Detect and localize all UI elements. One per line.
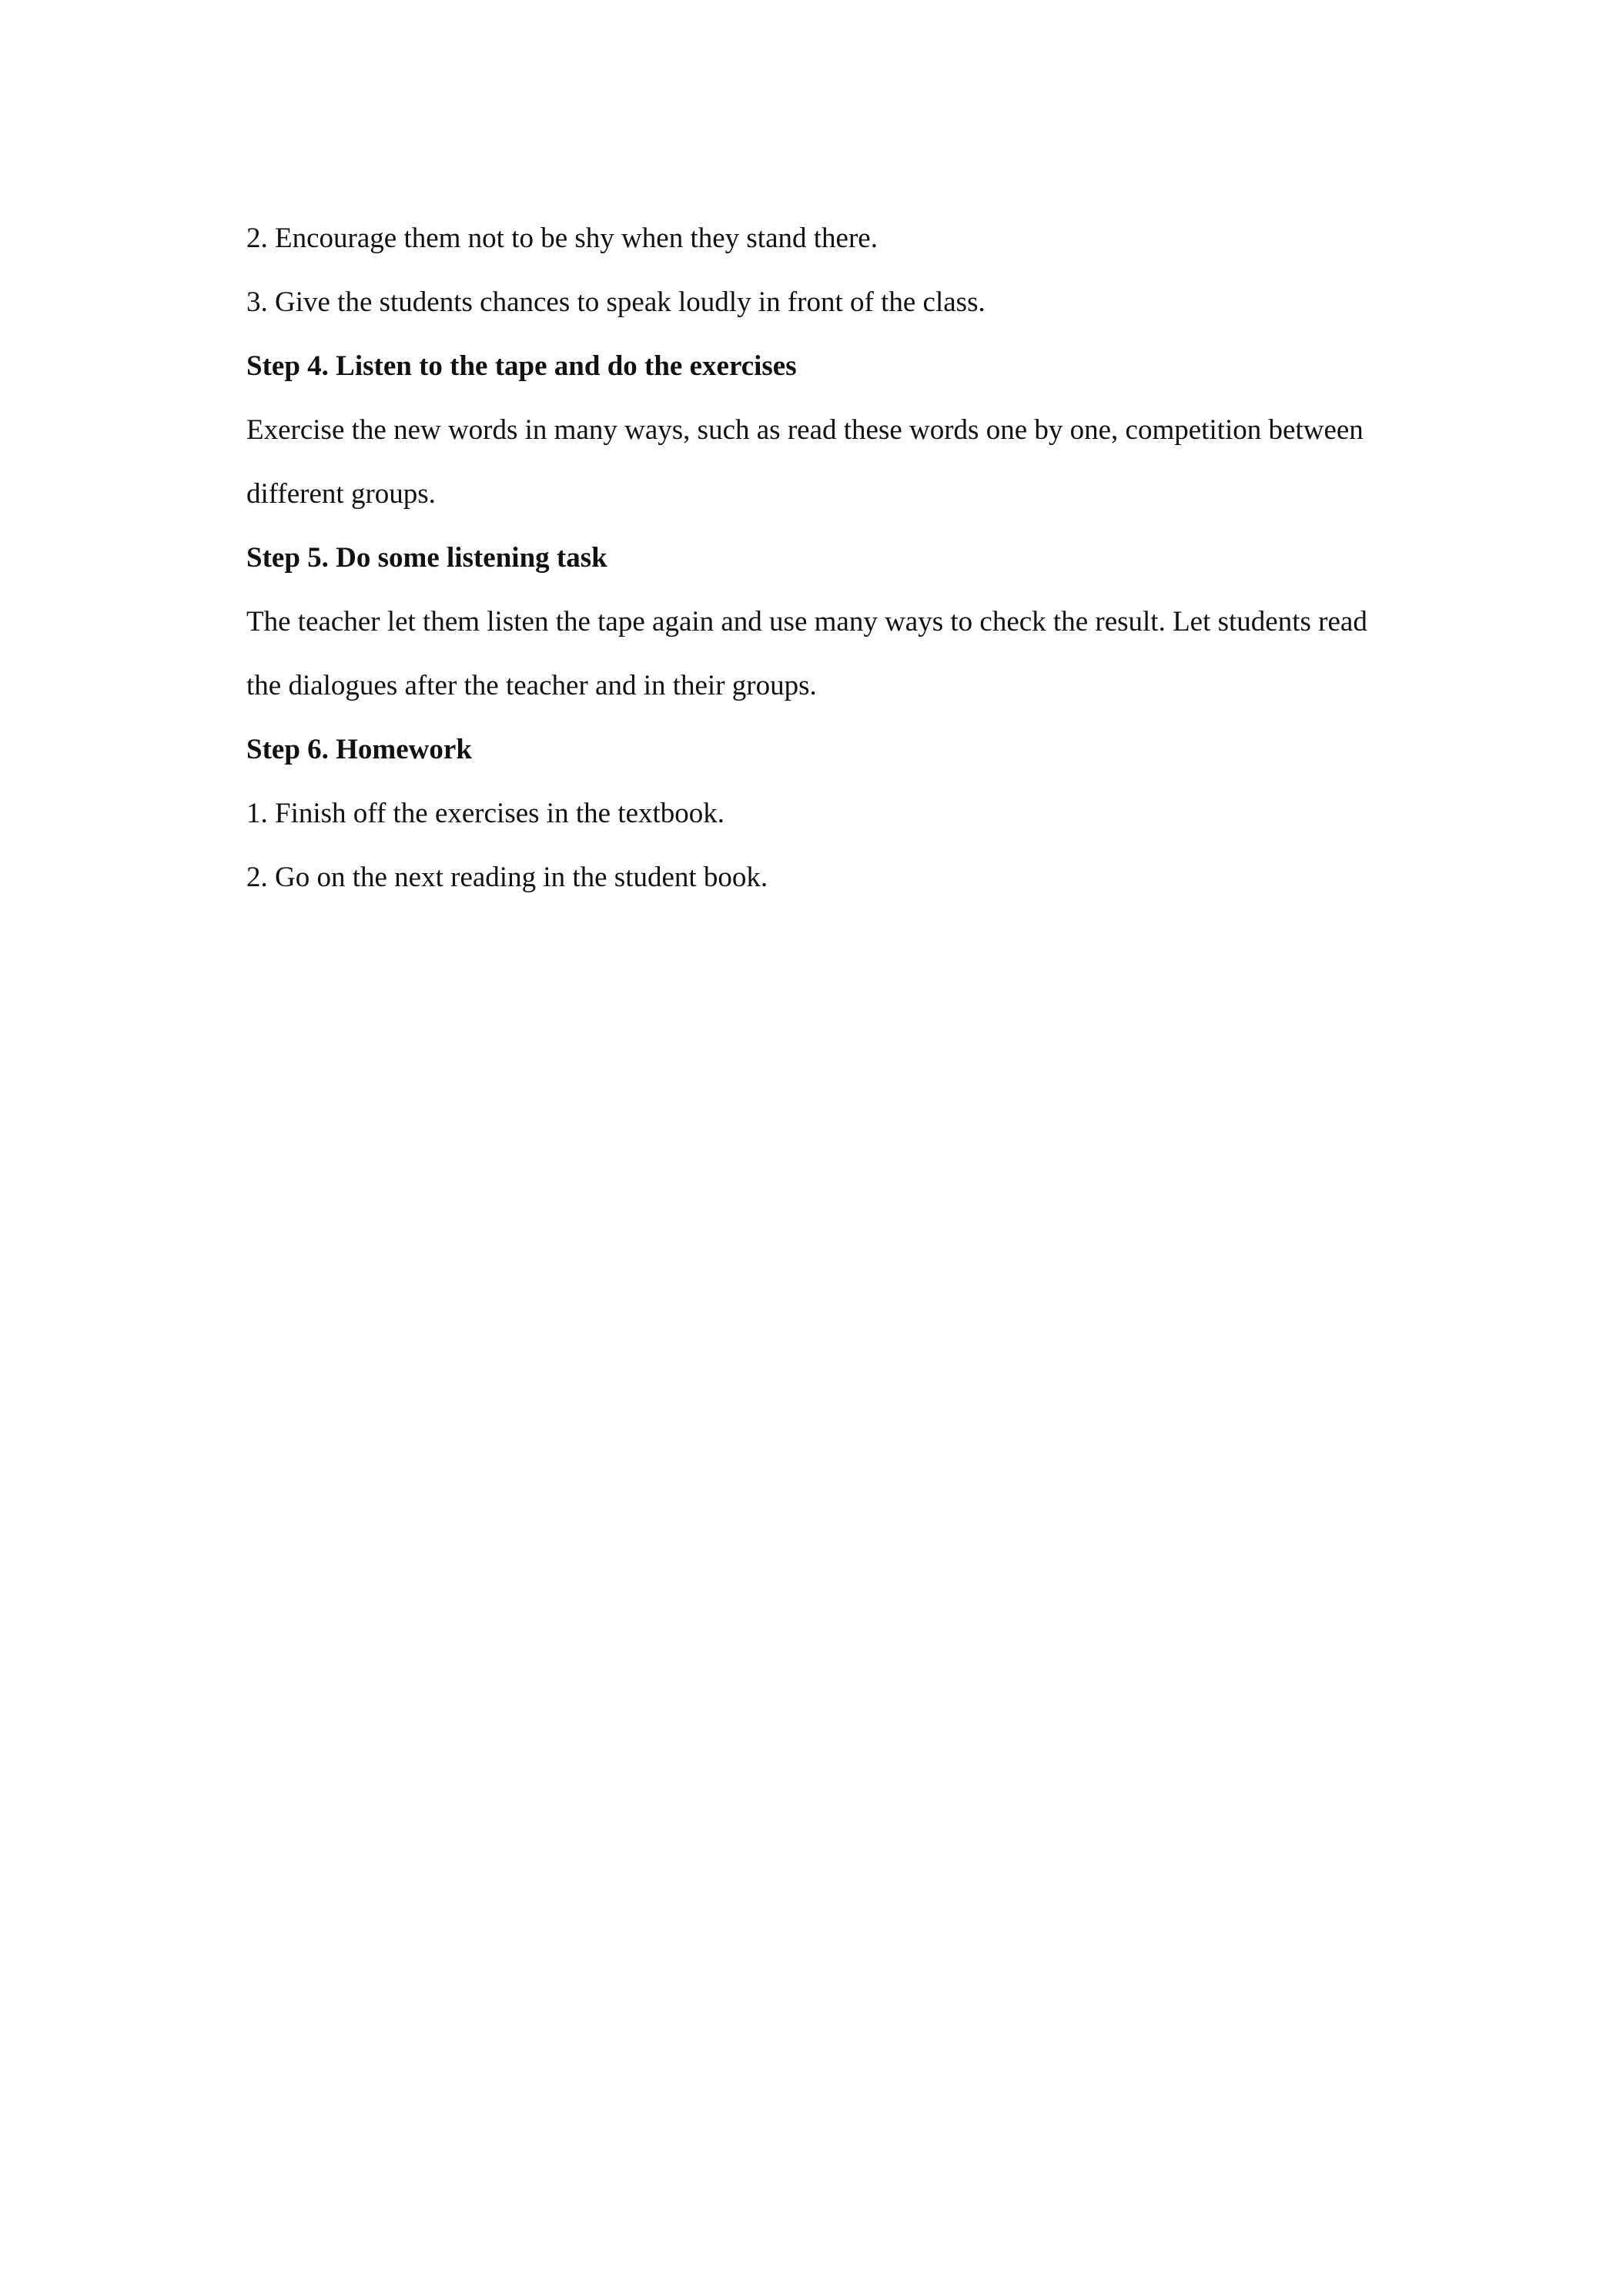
list-item-give-chances: 3. Give the students chances to speak loudly in front of the class. <box>246 286 986 318</box>
document-body <box>246 206 1386 909</box>
step-4-paragraph-line-1: Exercise the new words in many ways, such as read these words one by one, competition between <box>246 414 1364 446</box>
list-item-encourage: 2. Encourage them not to be shy when they stand there. <box>246 223 878 254</box>
step-5-heading: Step 5. Do some listening task <box>246 542 607 574</box>
step-6-heading: Step 6. Homework <box>246 734 472 765</box>
step-5-paragraph-line-1: The teacher let them listen the tape again and use many ways to check the result. Let students read <box>246 606 1367 638</box>
homework-item-2: 2. Go on the next reading in the student book. <box>246 862 768 893</box>
step-5-paragraph-line-2: the dialogues after the teacher and in their groups. <box>246 670 817 701</box>
homework-item-1: 1. Finish off the exercises in the textbook. <box>246 798 725 829</box>
step-4-heading: Step 4. Listen to the tape and do the exercises <box>246 350 797 382</box>
step-4-paragraph-line-2: different groups. <box>246 478 436 510</box>
